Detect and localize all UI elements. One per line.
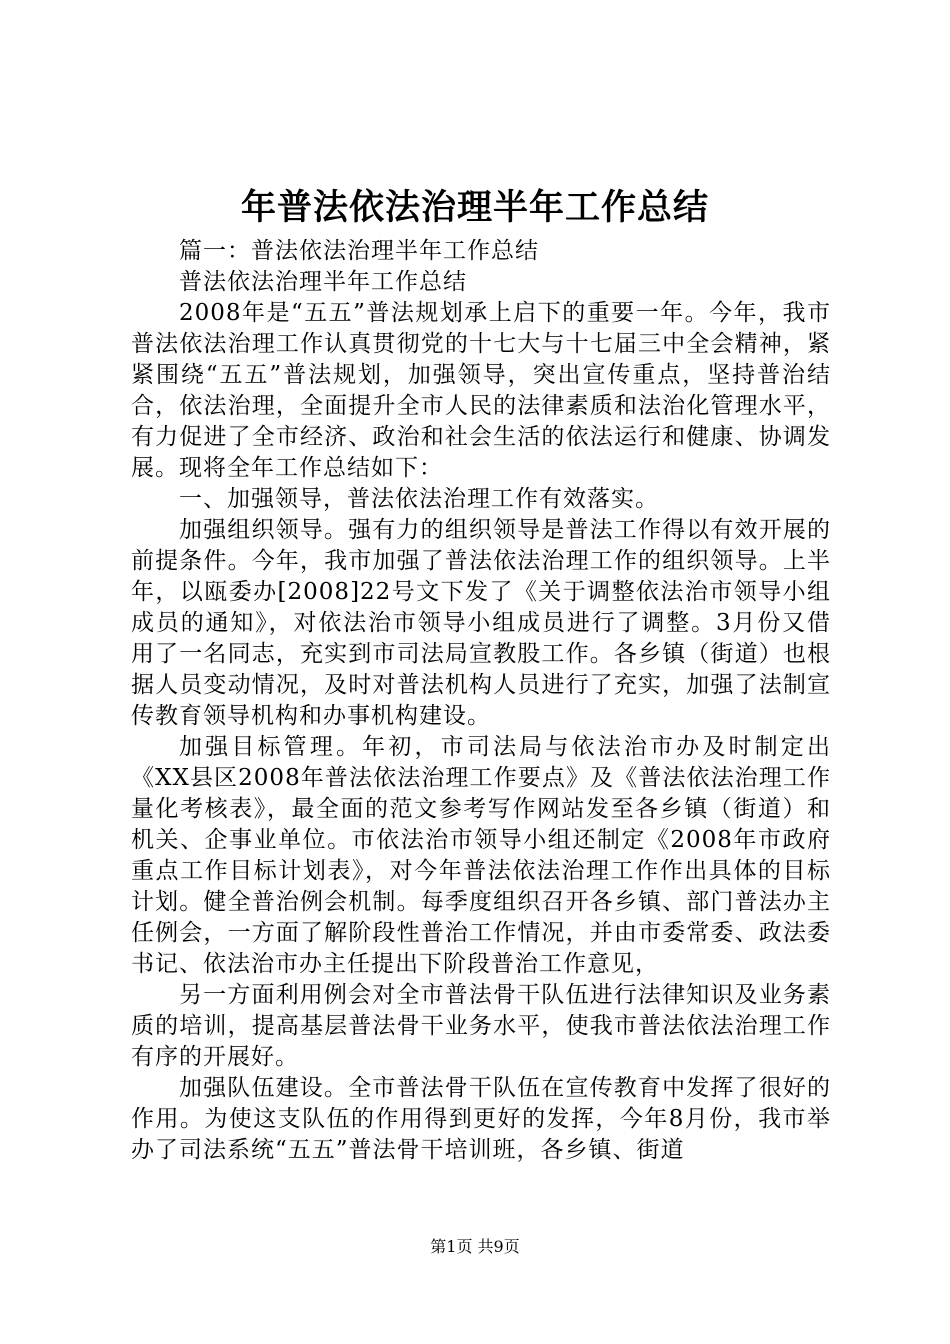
paragraph-intro: 2008年是“五五”普法规划承上启下的重要一年。今年，我市普法依法治理工作认真贯彻党的十七大与十七届三中全会精神，紧紧围绕“五五”普法规划，加强领导，突出宣传重点，坚持普治结合，依法治理，全面提升全市人民的法律素质和法治化管理水平，有力促进了全市经济、政治和社会生活的依法运行和健康、协调发展。现将全年工作总结如下： [131,300,831,481]
document-title: 年普法依法治理半年工作总结 [240,187,709,228]
page-footer: 第1页 共9页 [430,1237,520,1256]
paragraph-target-management: 加强目标管理。年初，市司法局与依法治市办及时制定出《XX县区2008年普法依法治理工作要点》及《普法依法治理工作量化考核表》，最全面的范文参考写作网站发至各乡镇（街道）和机关、企事业单位。市依法治市领导小组还制定《2008年市政府重点工作目标计划表》，对今年普法依法治理工作作出具体的目标计划。健全普治例会机制。每季度组织召开各乡镇、部门普法办主任例会，一方面了解阶段性普治工作情况，并由市委常委、政法委书记、依法治市办主任提出下阶段普治工作意见， [131,734,831,977]
document-body [131,236,831,1166]
paragraph-section-heading: 篇一：普法依法治理半年工作总结 [179,238,539,264]
paragraph-subtitle: 普法依法治理半年工作总结 [179,269,467,295]
paragraph-organization: 加强组织领导。强有力的组织领导是普法工作得以有效开展的前提条件。今年，我市加强了普法依法治理工作的组织领导。上半年，以瓯委办[2008]22号文下发了《关于调整依法治市领导小组成员的通知》，对依法治市领导小组成员进行了调整。3月份又借用了一名同志，充实到市司法局宣教股工作。各乡镇（街道）也根据人员变动情况，及时对普法机构人员进行了充实，加强了法制宣传教育领导机构和办事机构建设。 [131,517,831,729]
paragraph-team-building: 加强队伍建设。全市普法骨干队伍在宣传教育中发挥了很好的作用。为使这支队伍的作用得到更好的发挥，今年8月份，我市举办了司法系统“五五”普法骨干培训班，各乡镇、街道 [131,1075,831,1163]
paragraph-meeting-training: 另一方面利用例会对全市普法骨干队伍进行法律知识及业务素质的培训，提高基层普法骨干业务水平，使我市普法依法治理工作有序的开展好。 [131,982,831,1070]
paragraph-heading-1: 一、加强领导，普法依法治理工作有效落实。 [179,486,659,512]
